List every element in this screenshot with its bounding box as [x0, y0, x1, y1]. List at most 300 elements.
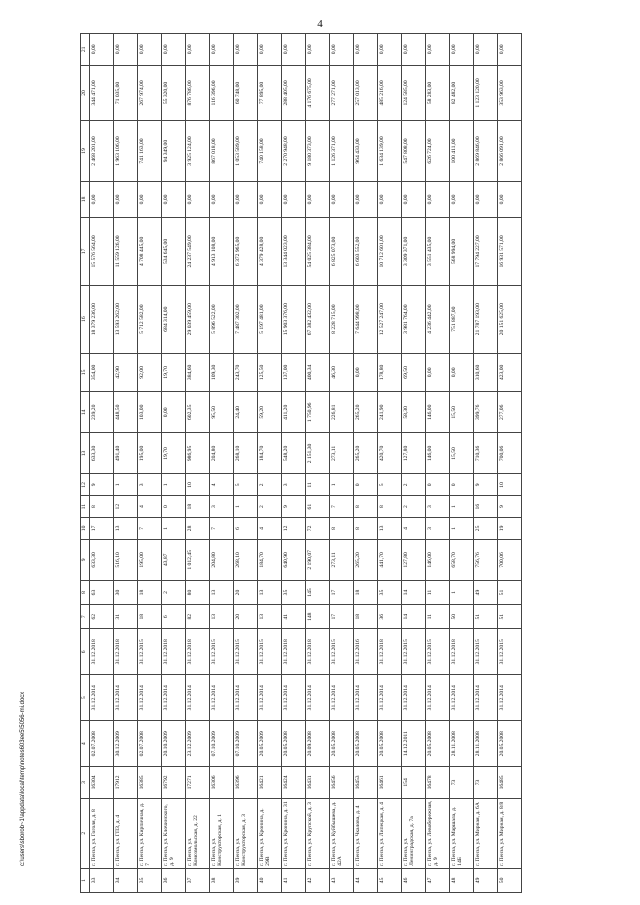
table-cell: 547 808,00 [402, 121, 426, 181]
table-cell: 485 216,00 [378, 65, 402, 121]
address-cell: г. Пенза, ул. ГПЗ, д. 4 [114, 798, 138, 868]
table-cell: 8 [90, 496, 114, 518]
table-cell: 15,50 [450, 392, 474, 433]
table-cell: 17912 [114, 767, 138, 798]
table-cell: 6 603 552,00 [354, 218, 378, 286]
table-cell: 55 320,00 [162, 65, 186, 121]
column-header: 16 [81, 285, 90, 353]
footer-file-path: c:\users\sborob~1\appdata\local\temp\notes603ee5\5056-mi.docx [20, 691, 26, 866]
table-cell: 7 644 998,00 [354, 285, 378, 353]
table-cell: 31.12.2015 [138, 629, 162, 675]
table-cell: 4 [258, 518, 282, 540]
table-cell: 20.10.2009 [162, 721, 186, 767]
table-cell: 3 [426, 518, 450, 540]
table-cell: 146,00 [426, 539, 450, 580]
table-cell: 1 [114, 474, 138, 496]
data-table [80, 33, 522, 893]
table-cell: 16 [474, 496, 498, 518]
table-cell: 16453 [354, 767, 378, 798]
table-cell: 41 [282, 605, 306, 629]
table-cell: 0,00 [114, 181, 138, 217]
table-cell: 02.07.2008 [138, 721, 162, 767]
table-cell: 24 237 549,00 [186, 218, 210, 286]
table-cell: 6 372 965,00 [234, 218, 258, 286]
table-cell: 82 482,00 [450, 65, 474, 121]
table-cell: 31.12.2018 [162, 629, 186, 675]
table-cell: 73 [474, 767, 498, 798]
table-cell: 20 [234, 580, 258, 604]
column-header: 3 [81, 767, 90, 798]
row-number-cell: 46 [402, 868, 426, 892]
table-cell: 35 [282, 580, 306, 604]
table-cell: 31.12.2018 [450, 629, 474, 675]
table-cell: 24,40 [234, 392, 258, 433]
address-cell: г. Пенза, ул. Гоголя, д. 8 [90, 798, 114, 868]
address-cell: г. Пенза, ул. Комсомольская, д. 22 [186, 798, 210, 868]
table-cell: 0,00 [186, 181, 210, 217]
row-number-cell: 37 [186, 868, 210, 892]
table-cell: 31.12.2014 [426, 675, 450, 721]
table-cell: 1 126 371,00 [330, 121, 354, 181]
table-cell: 195,00 [138, 433, 162, 474]
table-cell: 2 866 091,00 [498, 121, 522, 181]
column-header: 9 [81, 539, 90, 580]
table-row [162, 34, 186, 893]
table-cell: 239,20 [90, 392, 114, 433]
table-cell: 31.12.2014 [114, 675, 138, 721]
table-cell: 15,50 [450, 433, 474, 474]
table-cell: 51 [498, 580, 522, 604]
table-cell: 73 [450, 767, 474, 798]
table-cell: 13 344 023,00 [282, 218, 306, 286]
table-cell: 43,87 [162, 539, 186, 580]
table-cell: 0,00 [498, 181, 522, 217]
table-cell: 103,00 [138, 392, 162, 433]
table-cell: 16385 [138, 767, 162, 798]
table-cell: 5 197 481,00 [258, 285, 282, 353]
table-cell: 13 593 262,00 [114, 285, 138, 353]
table-cell: 31.12.2014 [234, 675, 258, 721]
table-cell: 31.12.2016 [354, 629, 378, 675]
table-cell: 14.12.2011 [402, 721, 426, 767]
address-cell: г. Пенза, ул. Липецкая, д. 4 [378, 798, 402, 868]
row-number-cell: 40 [258, 868, 282, 892]
table-cell: 2 151,30 [306, 433, 330, 474]
table-cell: 867 018,00 [210, 121, 234, 181]
table-row [354, 34, 378, 893]
row-number-cell: 34 [114, 868, 138, 892]
table-cell: 0,00 [210, 181, 234, 217]
table-cell: 12 [282, 518, 306, 540]
table-cell: 31.12.2015 [426, 629, 450, 675]
table-cell: 3 [426, 496, 450, 518]
table-cell: 30 [114, 580, 138, 604]
table-cell: 31.12.2014 [258, 675, 282, 721]
table-cell: 684 314,00 [162, 285, 186, 353]
table-cell: 0,00 [354, 34, 378, 66]
table-cell: 58 283,00 [426, 65, 450, 121]
table-cell: 95,50 [210, 392, 234, 433]
table-cell: 3 981 764,00 [402, 285, 426, 353]
table-cell: 0,00 [354, 353, 378, 392]
table-cell: 0,00 [234, 34, 258, 66]
table-cell: 31.12.2015 [498, 629, 522, 675]
table-cell: 51 [498, 605, 522, 629]
table-row [90, 34, 114, 893]
table-cell: 273,11 [330, 539, 354, 580]
table-cell: 277 271,00 [330, 65, 354, 121]
table-row [330, 34, 354, 893]
table-cell: 2 [258, 496, 282, 518]
table-cell: 265,20 [354, 392, 378, 433]
table-cell: 21 787 193,00 [474, 285, 498, 353]
table-cell: 31.12.2014 [330, 675, 354, 721]
table-cell: 69,50 [402, 353, 426, 392]
table-cell: 13 [258, 605, 282, 629]
column-header: 1 [81, 868, 90, 892]
table-cell: 60 748,00 [234, 65, 258, 121]
table-cell: 18 379 236,00 [90, 285, 114, 353]
table-cell: 2 [402, 474, 426, 496]
table-row [114, 34, 138, 893]
table-cell: 31.12.2014 [450, 675, 474, 721]
table-cell: 1 [162, 518, 186, 540]
table-cell: 31.12.2015 [210, 629, 234, 675]
table-cell: 964 433,00 [354, 121, 378, 181]
table-cell: 14 [402, 605, 426, 629]
table-cell: 2 869 846,00 [474, 121, 498, 181]
table-cell: 25 [474, 518, 498, 540]
table-body [90, 34, 522, 893]
address-cell: г. Пенза, ул. Кронина, д. 29В [258, 798, 282, 868]
table-cell: 18 [138, 580, 162, 604]
table-cell: 23.12.2009 [186, 721, 210, 767]
table-cell: 31.12.2018 [114, 629, 138, 675]
row-number-cell: 39 [234, 868, 258, 892]
table-cell: 17 794 227,00 [474, 218, 498, 286]
table-cell: 148 [306, 605, 330, 629]
table-cell: 178,80 [378, 353, 402, 392]
table-cell: 226,81 [330, 392, 354, 433]
table-cell: 20.05.2008 [330, 721, 354, 767]
table-cell: 7 [138, 518, 162, 540]
table-cell: 344 471,00 [90, 65, 114, 121]
table-cell: 658,70 [450, 539, 474, 580]
table-cell: 31.12.2015 [330, 629, 354, 675]
table-cell: 0,00 [426, 181, 450, 217]
table-cell: 31.12.2014 [162, 675, 186, 721]
table-cell: 10 [186, 474, 210, 496]
table-cell: 384,60 [186, 353, 210, 392]
table-cell: 9 [282, 496, 306, 518]
table-cell: 30.12.2009 [114, 721, 138, 767]
table-cell: 1 750,96 [306, 392, 330, 433]
table-cell: 31.12.2015 [234, 629, 258, 675]
table-cell: 710,36 [474, 433, 498, 474]
table-cell: 77 895,00 [258, 65, 282, 121]
table-cell: 0,00 [258, 181, 282, 217]
table-cell: 31.12.2018 [378, 629, 402, 675]
table-cell: 1 [162, 474, 186, 496]
table-cell: 11 [426, 580, 450, 604]
column-header: 14 [81, 392, 90, 433]
table-cell: 9 [474, 474, 498, 496]
table-cell: 9 180 373,00 [306, 121, 330, 181]
table-cell: 740 158,00 [258, 121, 282, 181]
table-cell: 0 [354, 474, 378, 496]
table-cell: 423,00 [498, 353, 522, 392]
table-cell: 16424 [282, 767, 306, 798]
table-cell: 10 [498, 474, 522, 496]
table-cell: 31.12.2014 [474, 675, 498, 721]
table-cell: 51 [474, 605, 498, 629]
table-cell: 448,50 [114, 392, 138, 433]
column-header: 8 [81, 580, 90, 604]
table-cell: 516,10 [114, 539, 138, 580]
table-row [210, 34, 234, 893]
table-cell: 31.12.2014 [186, 675, 210, 721]
table-cell: 146,00 [426, 433, 450, 474]
table-cell: 31.12.2015 [258, 629, 282, 675]
table-cell: 11 [306, 474, 330, 496]
table-cell: 20 151 625,00 [498, 285, 522, 353]
table-cell: 6 825 073,00 [330, 218, 354, 286]
table-cell: 4 708 445,00 [138, 218, 162, 286]
table-cell: 441,70 [378, 539, 402, 580]
table-cell: 5 [378, 474, 402, 496]
table-cell: 14 [402, 580, 426, 604]
table-cell: 5 [234, 474, 258, 496]
table-cell: 8 [330, 518, 354, 540]
column-header: 20 [81, 65, 90, 121]
table-cell: 2 [162, 580, 186, 604]
column-header: 11 [81, 496, 90, 518]
table-cell: 310,60 [474, 353, 498, 392]
table-cell: 0,00 [306, 34, 330, 66]
table-cell: 0,00 [90, 34, 114, 66]
column-header: 19 [81, 121, 90, 181]
row-number-cell: 45 [378, 868, 402, 892]
table-cell: 31.12.2014 [498, 675, 522, 721]
row-number-cell: 38 [210, 868, 234, 892]
table-cell: 07.10.2009 [210, 721, 234, 767]
rotated-table-container [80, 33, 560, 893]
table-cell: 0,00 [474, 181, 498, 217]
table-cell: 31.12.2015 [402, 629, 426, 675]
column-header: 15 [81, 353, 90, 392]
table-cell: 16792 [162, 767, 186, 798]
table-cell: 0,00 [498, 34, 522, 66]
table-cell: 127,80 [402, 433, 426, 474]
table-cell: 5 712 582,00 [138, 285, 162, 353]
table-cell: 19,70 [162, 433, 186, 474]
table-cell: 13 [210, 605, 234, 629]
address-cell: г. Пенза, ул. Кронина, д. 31 [282, 798, 306, 868]
table-cell: 94 349,00 [162, 121, 186, 181]
table-cell: 0,00 [162, 34, 186, 66]
table-cell: 204,80 [210, 539, 234, 580]
table-cell: 124 585,00 [402, 65, 426, 121]
row-number-cell: 48 [450, 868, 474, 892]
table-cell: 0,00 [258, 34, 282, 66]
table-cell: 6 [234, 518, 258, 540]
table-cell: 35 [378, 580, 402, 604]
row-number-cell: 33 [90, 868, 114, 892]
table-cell: 0,00 [186, 34, 210, 66]
table-cell: 3 309 371,00 [402, 218, 426, 286]
table-cell: 31.12.2014 [210, 675, 234, 721]
table-cell: 20.05.2009 [258, 721, 282, 767]
table-row [474, 34, 498, 893]
table-cell: 2 [258, 474, 282, 496]
table-cell: 18 [186, 496, 210, 518]
table-row [498, 34, 522, 893]
table-cell: 3 925 124,00 [186, 121, 210, 181]
table-cell: 0,00 [426, 34, 450, 66]
table-cell: 127,80 [402, 539, 426, 580]
table-cell: 3 [138, 474, 162, 496]
table-cell: 267 974,00 [138, 65, 162, 121]
table-cell: 4 913 108,00 [210, 218, 234, 286]
table-cell: 0,00 [354, 181, 378, 217]
table-cell: 0,00 [210, 34, 234, 66]
table-cell: 7 [210, 518, 234, 540]
table-cell: 0,00 [138, 34, 162, 66]
column-header: 21 [81, 34, 90, 66]
column-header: 18 [81, 181, 90, 217]
table-cell: 411,20 [282, 392, 306, 433]
table-cell: 0,00 [330, 181, 354, 217]
table-cell: 1 053 589,00 [234, 121, 258, 181]
table-row [402, 34, 426, 893]
table-cell: 1 123 120,00 [474, 65, 498, 121]
table-cell: 31.12.2018 [186, 629, 210, 675]
table-cell: 72 [306, 518, 330, 540]
table-cell: 19,70 [162, 353, 186, 392]
table-cell: 4 176 675,00 [306, 65, 330, 121]
table-cell: 288 405,00 [282, 65, 306, 121]
table-cell: 82 [186, 605, 210, 629]
table-cell: 42,90 [114, 353, 138, 392]
table-cell: 400,34 [306, 353, 330, 392]
table-cell: 4 [138, 496, 162, 518]
table-cell: 265,20 [354, 433, 378, 474]
column-header: 7 [81, 605, 90, 629]
table-cell: 1 963 106,00 [114, 121, 138, 181]
table-cell: 07.10.2009 [234, 721, 258, 767]
row-number-cell: 42 [306, 868, 330, 892]
table-row [426, 34, 450, 893]
table-cell: 184,70 [258, 539, 282, 580]
address-cell: г. Пенза, ул. Конструкторская, д. 1 [210, 798, 234, 868]
table-cell: 1 634 139,00 [378, 121, 402, 181]
table-row [378, 34, 402, 893]
row-number-cell: 49 [474, 868, 498, 892]
column-header: 17 [81, 218, 90, 286]
table-cell: 2 190,07 [306, 539, 330, 580]
table-cell: 15 903 376,00 [282, 285, 306, 353]
table-cell: 0,00 [474, 34, 498, 66]
table-cell: 16485 [498, 767, 522, 798]
table-cell: 31.12.2014 [282, 675, 306, 721]
table-cell: 18 [354, 605, 378, 629]
table-cell: 9 [498, 496, 522, 518]
table-cell: 1 012,45 [186, 539, 210, 580]
table-cell: 17271 [186, 767, 210, 798]
table-cell: 46,30 [330, 353, 354, 392]
table-cell: 145 [306, 580, 330, 604]
table-cell: 17 [90, 518, 114, 540]
table-cell: 15 576 564,00 [90, 218, 114, 286]
table-cell: 49 [474, 580, 498, 604]
page-number: 4 [317, 18, 323, 30]
table-cell: 20.05.2008 [498, 721, 522, 767]
table-cell: 18 [138, 605, 162, 629]
column-header: 6 [81, 629, 90, 675]
table-cell: 28.11.2008 [474, 721, 498, 767]
table-cell: 602,35 [186, 392, 210, 433]
table-cell: 1 [450, 518, 474, 540]
table-cell: 7 487 302,00 [234, 285, 258, 353]
table-cell: 12 [114, 496, 138, 518]
table-cell: 31.12.2014 [138, 675, 162, 721]
table-cell: 568 994,00 [450, 218, 474, 286]
column-header: 13 [81, 433, 90, 474]
table-cell: 109,30 [210, 353, 234, 392]
table-cell: 17 [330, 580, 354, 604]
address-cell: г. Пенза, ул. Ленинградская, д. 7а [402, 798, 426, 868]
table-cell: 243,70 [234, 353, 258, 392]
table-cell: 8 [354, 496, 378, 518]
table-row [258, 34, 282, 893]
table-cell: 0,00 [426, 353, 450, 392]
table-cell: 0,00 [234, 181, 258, 217]
table-cell: 700,06 [498, 433, 522, 474]
table-cell: 16456 [330, 767, 354, 798]
row-number-cell: 36 [162, 868, 186, 892]
table-row [282, 34, 306, 893]
table-cell: 0 [162, 496, 186, 518]
table-cell: 16396 [234, 767, 258, 798]
table-cell: 0,00 [402, 181, 426, 217]
table-cell: 0,00 [450, 34, 474, 66]
table-cell: 13 [210, 580, 234, 604]
table-cell: 36 [378, 605, 402, 629]
table-cell: 16431 [306, 767, 330, 798]
table-cell: 137,00 [282, 353, 306, 392]
row-number-cell: 44 [354, 868, 378, 892]
table-cell: 16461 [378, 767, 402, 798]
table-cell: 58,30 [402, 392, 426, 433]
table-cell: 399,76 [474, 392, 498, 433]
table-cell: 28 [186, 518, 210, 540]
table-cell: 31.12.2018 [90, 629, 114, 675]
table-cell: 9 [90, 474, 114, 496]
table-cell: 7 [330, 496, 354, 518]
table-cell: 13 [114, 518, 138, 540]
table-cell: 125,50 [258, 353, 282, 392]
table-cell: 4 [402, 518, 426, 540]
table-cell: 29 039 459,00 [186, 285, 210, 353]
table-cell: 67 382 432,00 [306, 285, 330, 353]
table-cell: 0,00 [306, 181, 330, 217]
table-cell: 8 [378, 496, 402, 518]
table-cell: 100 411,00 [450, 121, 474, 181]
table-cell: 195,00 [138, 539, 162, 580]
table-cell: 8 228 715,00 [330, 285, 354, 353]
table-row [306, 34, 330, 893]
table-cell: 184,70 [258, 433, 282, 474]
